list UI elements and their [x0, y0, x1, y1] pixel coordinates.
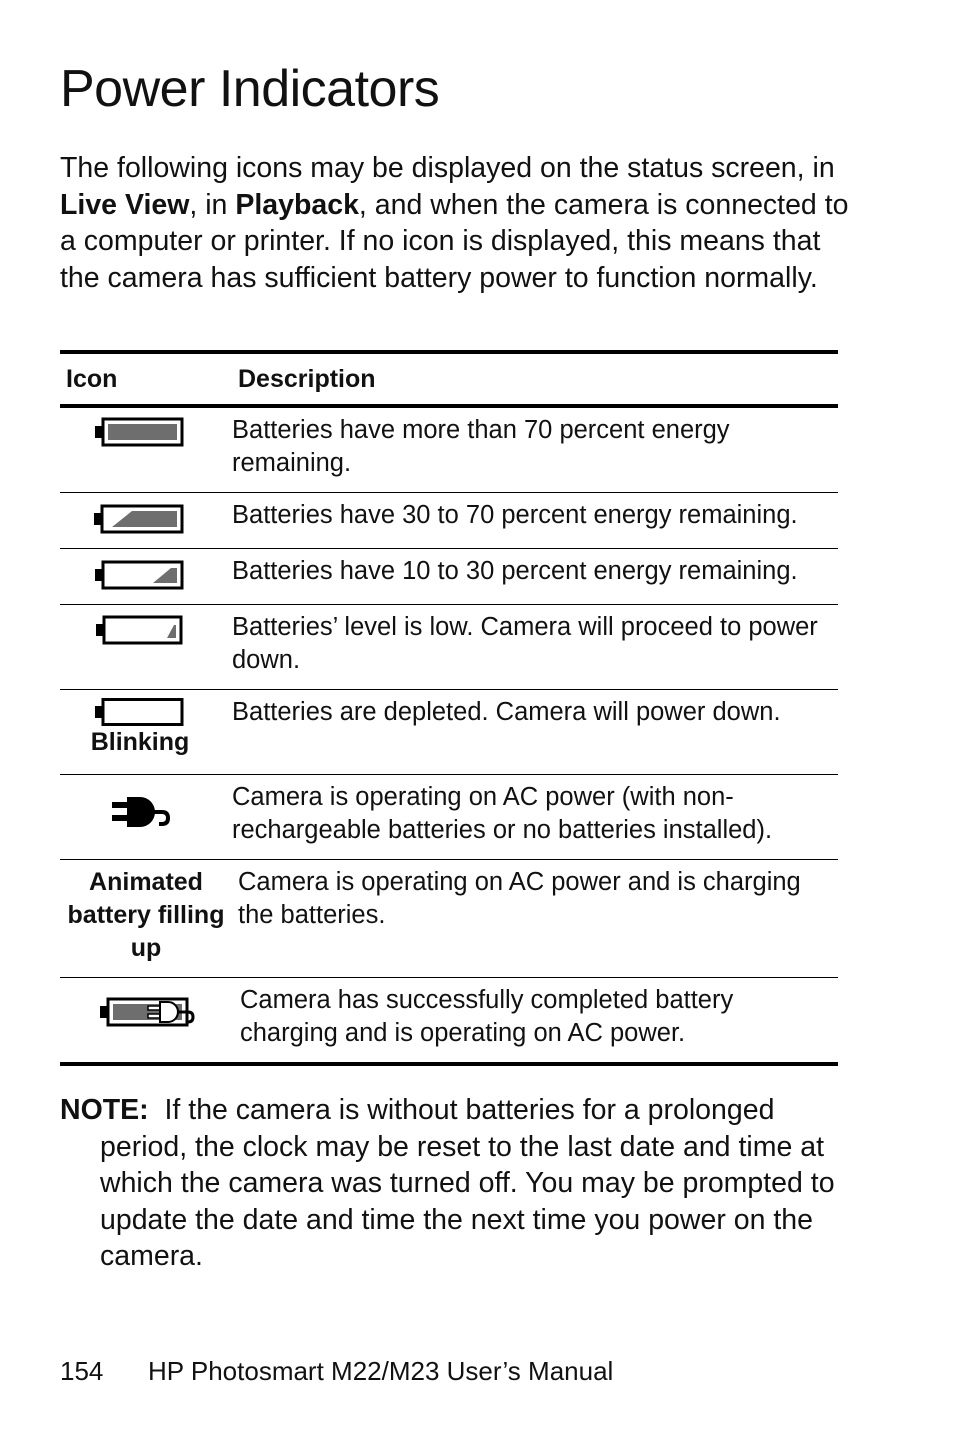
playback-term: Playback — [235, 188, 359, 221]
table-bottom-rule — [60, 1062, 838, 1066]
battery-medium-icon — [94, 503, 186, 535]
table-row — [60, 493, 838, 548]
row-description: Batteries have more than 70 percent energy remaining. — [232, 416, 730, 477]
animated-battery-label: Animated battery filling up — [67, 868, 225, 962]
ac-plug-icon — [110, 795, 170, 829]
table-row — [60, 690, 838, 774]
header-icon: Icon — [66, 364, 118, 393]
table-row — [60, 775, 838, 859]
manual-title: HP Photosmart M22/M23 User’s Manual — [148, 1356, 614, 1386]
intro-text-mid: , in — [189, 188, 236, 221]
table-header-row — [60, 354, 838, 404]
row-description: Camera is operating on AC power (with non-rechargeable batteries or no batteries installed). — [232, 783, 773, 844]
page-title: Power Indicators — [60, 60, 440, 118]
battery-very-low-icon — [96, 615, 184, 645]
page-number: 154 — [60, 1356, 104, 1386]
row-description: Batteries have 10 to 30 percent energy remaining. — [232, 557, 798, 585]
intro-paragraph — [60, 150, 850, 296]
row-description: Camera is operating on AC power and is charging the batteries. — [238, 868, 801, 929]
live-view-term: Live View — [60, 188, 190, 221]
page-footer — [60, 1356, 613, 1387]
battery-full-icon — [95, 417, 185, 447]
note-text: If the camera is without batteries for a prolonged period, the clock may be reset to the last date and time at which the camera was turned off. You may be prompted to update the date and time the next time you power on the camera. — [100, 1094, 835, 1272]
intro-text-before: The following icons may be displayed on the status screen, in — [60, 152, 835, 184]
table-row — [60, 860, 838, 977]
blinking-label: Blinking — [90, 728, 190, 756]
row-description: Batteries’ level is low. Camera will proceed to power down. — [232, 613, 818, 674]
table-row — [60, 605, 838, 689]
intro-text-after: , and when the camera is connected to a computer or printer. If no icon is displayed, this means that the camera has sufficient battery power to function normally. — [60, 188, 849, 294]
note-label: NOTE: — [60, 1094, 149, 1126]
table-row — [60, 978, 838, 1062]
row-description: Batteries have 30 to 70 percent energy remaining. — [232, 501, 798, 529]
power-indicators-table — [60, 350, 838, 1066]
table-row — [60, 408, 838, 492]
table-row — [60, 549, 838, 604]
battery-empty-icon — [95, 698, 185, 726]
note-block — [60, 1092, 850, 1275]
row-description: Batteries are depleted. Camera will power down. — [232, 698, 781, 726]
header-description: Description — [238, 364, 376, 393]
battery-charged-plug-icon — [100, 996, 196, 1028]
battery-low-icon — [95, 559, 185, 591]
row-description: Camera has successfully completed battery charging and is operating on AC power. — [240, 986, 734, 1047]
